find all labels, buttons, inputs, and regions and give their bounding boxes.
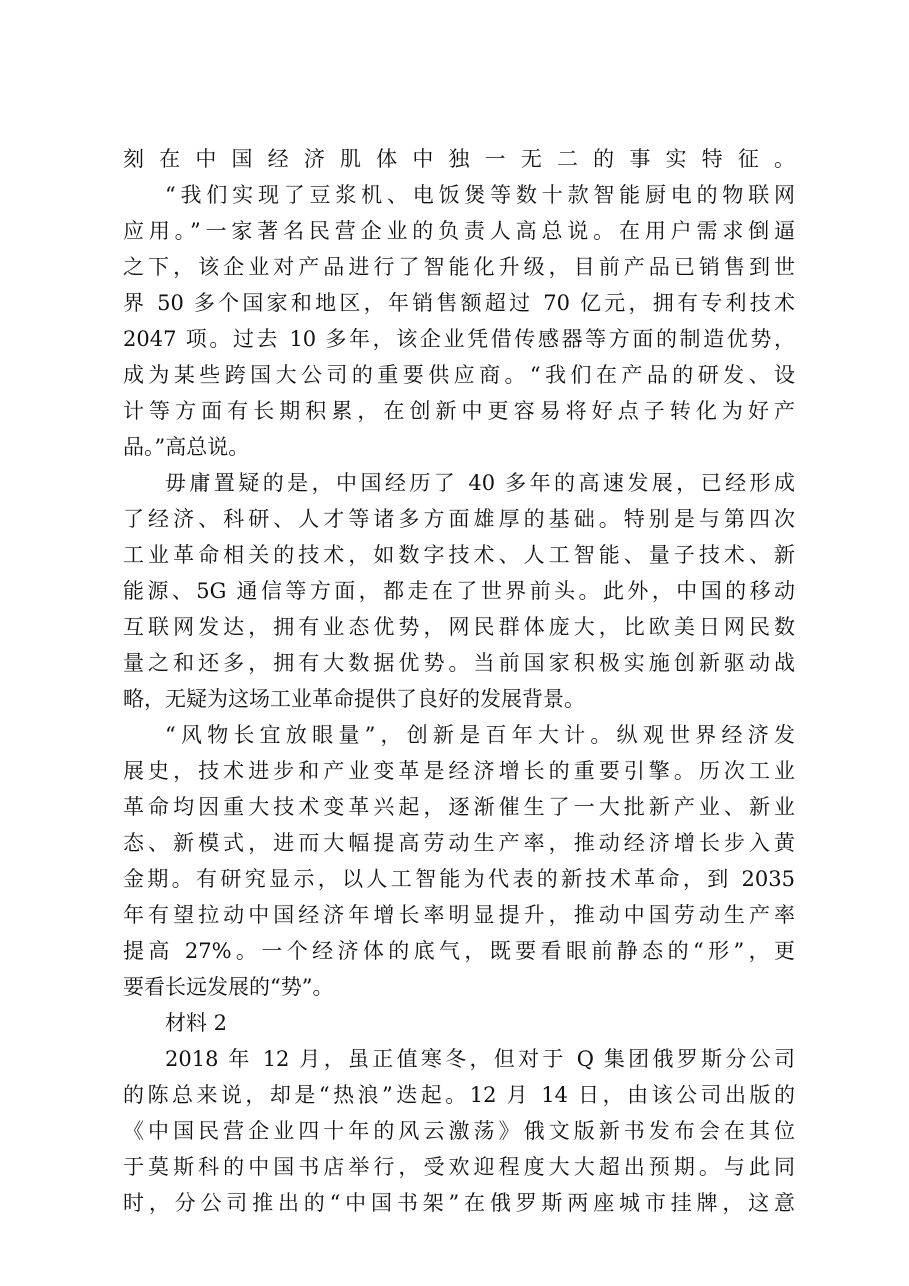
text-line: 毋庸置疑的是，中国经历了 40 多年的高速发展，已经形成: [165, 471, 795, 495]
text-line: 于莫斯科的中国书店举行，受欢迎程度大大超出预期。与此同: [123, 1155, 795, 1179]
text-line: 刻在中国经济肌体中独一无二的事实特征。: [123, 147, 795, 171]
text-line: 展史，技术进步和产业变革是经济增长的重要引擎。历次工业: [123, 759, 795, 783]
text-line: 之下，该企业对产品进行了智能化升级，目前产品已销售到世: [123, 255, 795, 279]
text-line: 提高 27%。一个经济体的底气，既要看眼前静态的“形”，更: [123, 939, 795, 963]
text-line: 时，分公司推出的“中国书架”在俄罗斯两座城市挂牌，这意: [123, 1191, 795, 1215]
text-line: 《中国民营企业四十年的风云激荡》俄文版新书发布会在其位: [123, 1119, 795, 1143]
text-line: 了经济、科研、人才等诸多方面雄厚的基础。特别是与第四次: [123, 507, 795, 531]
text-line: 革命均因重大技术变革兴起，逐渐催生了一大批新产业、新业: [123, 795, 795, 819]
text-line: 略，无疑为这场工业革命提供了良好的发展背景。: [123, 687, 585, 711]
text-line: 的陈总来说，却是“热浪”迭起。12 月 14 日，由该公司出版的: [123, 1083, 795, 1107]
text-line: 界 50 多个国家和地区，年销售额超过 70 亿元，拥有专利技术: [123, 291, 795, 315]
text-line: 能源、5G 通信等方面，都走在了世界前头。此外，中国的移动: [123, 579, 795, 603]
text-line: 品。”高总说。: [123, 435, 250, 459]
text-line: “风物长宜放眼量”，创新是百年大计。纵观世界经济发: [165, 723, 795, 747]
text-line: 量之和还多，拥有大数据优势。当前国家积极实施创新驱动战: [123, 651, 795, 675]
text-line: 金期。有研究显示，以人工智能为代表的新技术革命，到 2035: [123, 867, 795, 891]
text-line: 应用。”一家著名民营企业的负责人高总说。在用户需求倒逼: [123, 219, 795, 243]
section-heading: 材料 2: [165, 1011, 228, 1035]
text-line: 成为某些跨国大公司的重要供应商。“我们在产品的研发、设: [123, 363, 795, 387]
text-line: 2018 年 12 月，虽正值寒冬，但对于 Q 集团俄罗斯分公司: [165, 1047, 795, 1071]
text-line: 工业革命相关的技术，如数字技术、人工智能、量子技术、新: [123, 543, 795, 567]
text-line: 年有望拉动中国经济年增长率明显提升，推动中国劳动生产率: [123, 903, 795, 927]
text-line: 互联网发达，拥有业态优势，网民群体庞大，比欧美日网民数: [123, 615, 795, 639]
text-line: “我们实现了豆浆机、电饭煲等数十款智能厨电的物联网: [165, 183, 795, 207]
text-line: 计等方面有长期积累，在创新中更容易将好点子转化为好产: [123, 399, 795, 423]
text-line: 2047 项。过去 10 多年，该企业凭借传感器等方面的制造优势，: [123, 327, 795, 351]
text-line: 态、新模式，进而大幅提高劳动生产率，推动经济增长步入黄: [123, 831, 795, 855]
text-line: 要看长远发展的“势”。: [123, 975, 334, 999]
